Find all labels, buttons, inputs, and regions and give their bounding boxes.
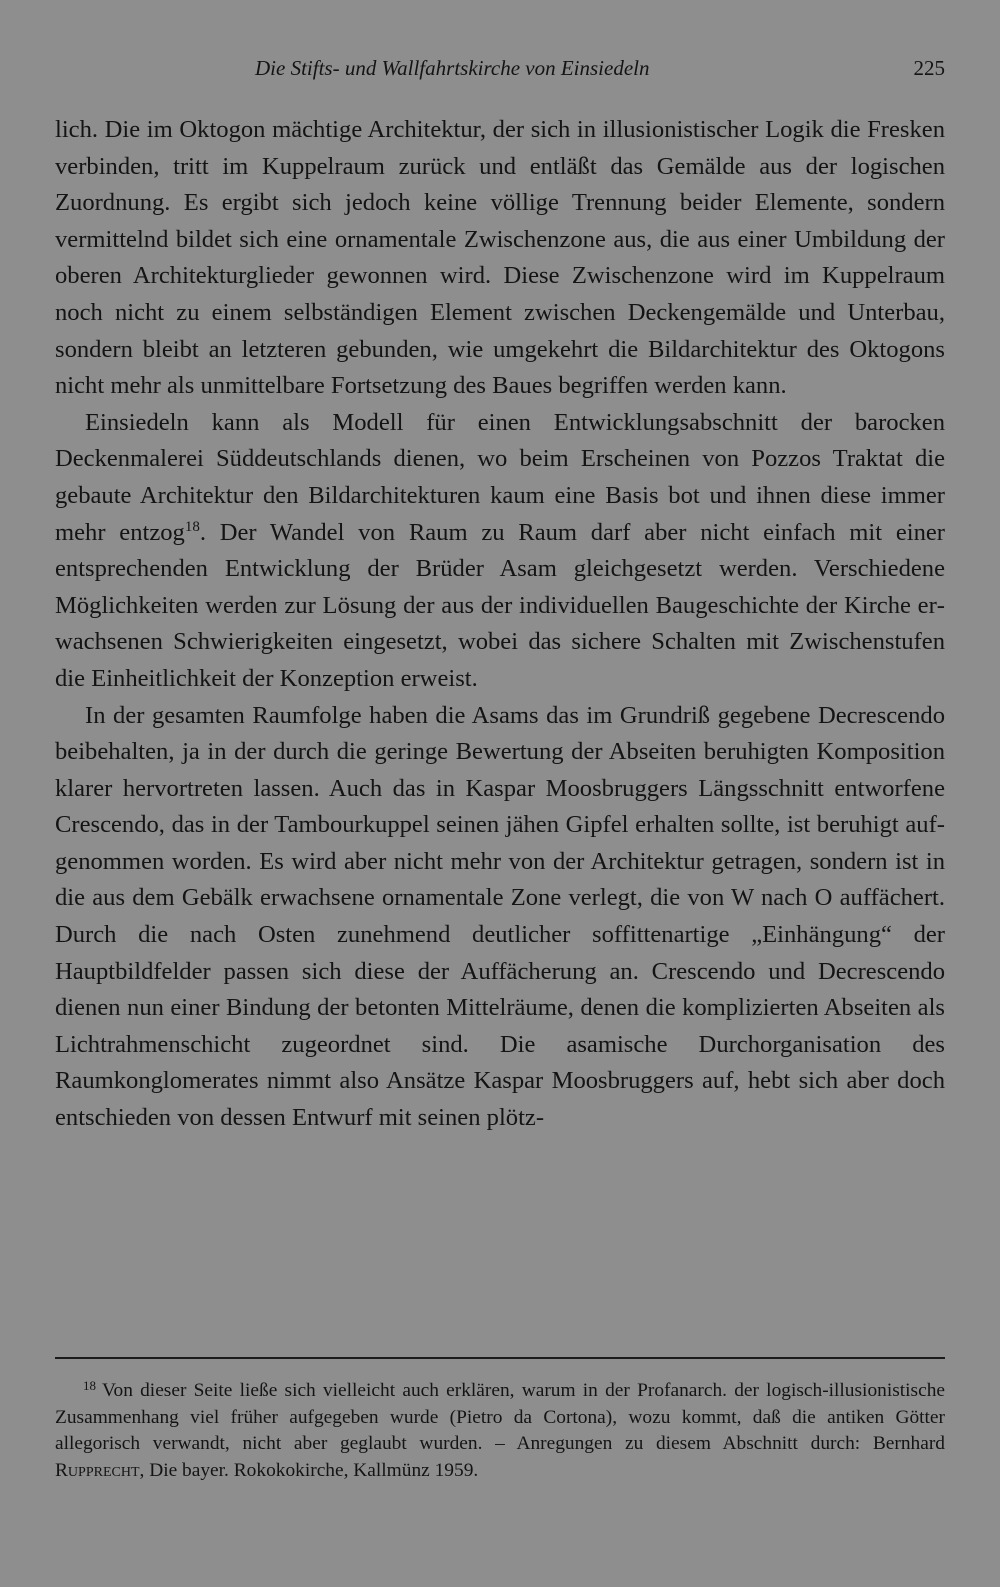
paragraph-3: In der gesamten Raumfolge haben die Asams das im Grundriß gegebene Decrescendo beibehalten, ja in der durch die geringe Bewertung der Abseiten beruhigten Komposition klarer hervortreten lassen. Auch das in Kaspar Moosbruggers Längsschnitt entworfene Crescendo, das in der Tambourkuppel seinen jähen Gipfel erhalten sollte, ist beruhigt aufgenommen worden. Es wird aber nicht mehr von der Architektur getragen, sondern ist in die aus dem Gebälk erwachsene ornamentale Zone verlegt, die von W nach O auffächert. Durch die nach Osten zunehmend deutlicher soffittenartige „Einhängung“ der Hauptbildfelder passen sich diese der Auffächerung an. Crescendo und Decrescendo dienen nun einer Bindung der betonten Mittelräume, denen die komplizierten Abseiten als Lichtrahmenschicht zugeordnet sind. Die asamische Durchorganisation des Raumkonglomerates nimmt also Ansätze Kaspar Moosbruggers auf, hebt sich aber doch entschieden von dessen Entwurf mit seinen plötz- (55, 701, 945, 1132)
paragraph-2-text-start: Einsiedeln kann als Modell für einen Entwicklungsabschnitt der barocken Deckenmalerei Süddeutschlands dienen, wo beim Erscheinen von Pozzos Traktat die gebaute Architektur den Bildarchitekturen kaum eine Basis bot und ihnen diese immer mehr entzog (55, 408, 945, 546)
running-head (55, 56, 945, 86)
paragraph-2-text-end: . Der Wandel von Raum zu Raum darf aber nicht einfach mit einer entsprechenden Entwicklung der Brüder Asam gleichgesetzt werden. Verschiedene Möglichkeiten werden zur Lösung der aus der individuellen Baugeschichte der Kirche erwachsenen Schwierigkeiten eingesetzt, wobei das sichere Schalten mit Zwischenstufen die Einheitlichkeit der Konzeption erweist. (55, 518, 945, 692)
running-title: Die Stifts- und Wallfahrtskirche von Einsiedeln (255, 56, 650, 80)
footnote-divider (55, 1357, 945, 1359)
body-text (55, 112, 945, 1137)
page-number: 225 (913, 56, 945, 80)
paragraph-1: lich. Die im Oktogon mächtige Architektur, der sich in illusionistischer Logik die Fresken verbinden, tritt im Kuppelraum zurück und entläßt das Gemälde aus der logischen Zuordnung. Es ergibt sich jedoch keine völlige Trennung beider Elemente, sondern vermittelnd bildet sich eine ornamentale Zwischenzone aus, die aus einer Umbildung der oberen Architekturglieder gewonnen wird. Diese Zwischenzone wird im Kuppelraum noch nicht zu einem selbständigen Element zwischen Deckengemälde und Unterbau, sondern bleibt an letzteren gebunden, wie umgekehrt die Bildarchitektur des Oktogons nicht mehr als unmittelbare Fortsetzung des Baues begriffen werden kann. (55, 116, 945, 400)
book-page (55, 0, 945, 1587)
footnote-author-surname: Rupprecht (55, 1459, 140, 1481)
footnote-number: 18 (83, 1378, 96, 1393)
paragraph-2 (55, 405, 945, 698)
footnote-18 (55, 1378, 945, 1484)
footnote-reference[interactable]: 18 (184, 518, 200, 535)
footnote-text-start: Von dieser Seite ließe sich vielleicht auch erklären, warum in der Profanarch. der logisch-illusionistische Zusammenhang viel früher aufgegeben wurde (Pietro da Cortona), wozu kommt, daß die antiken Götter allegorisch verwandt, nicht aber geglaubt wurden. – Anregungen zu diesem Abschnitt durch: Bernhard (55, 1380, 945, 1454)
footnote-text-end: , Die bayer. Rokokokirche, Kallmünz 1959. (139, 1459, 479, 1481)
